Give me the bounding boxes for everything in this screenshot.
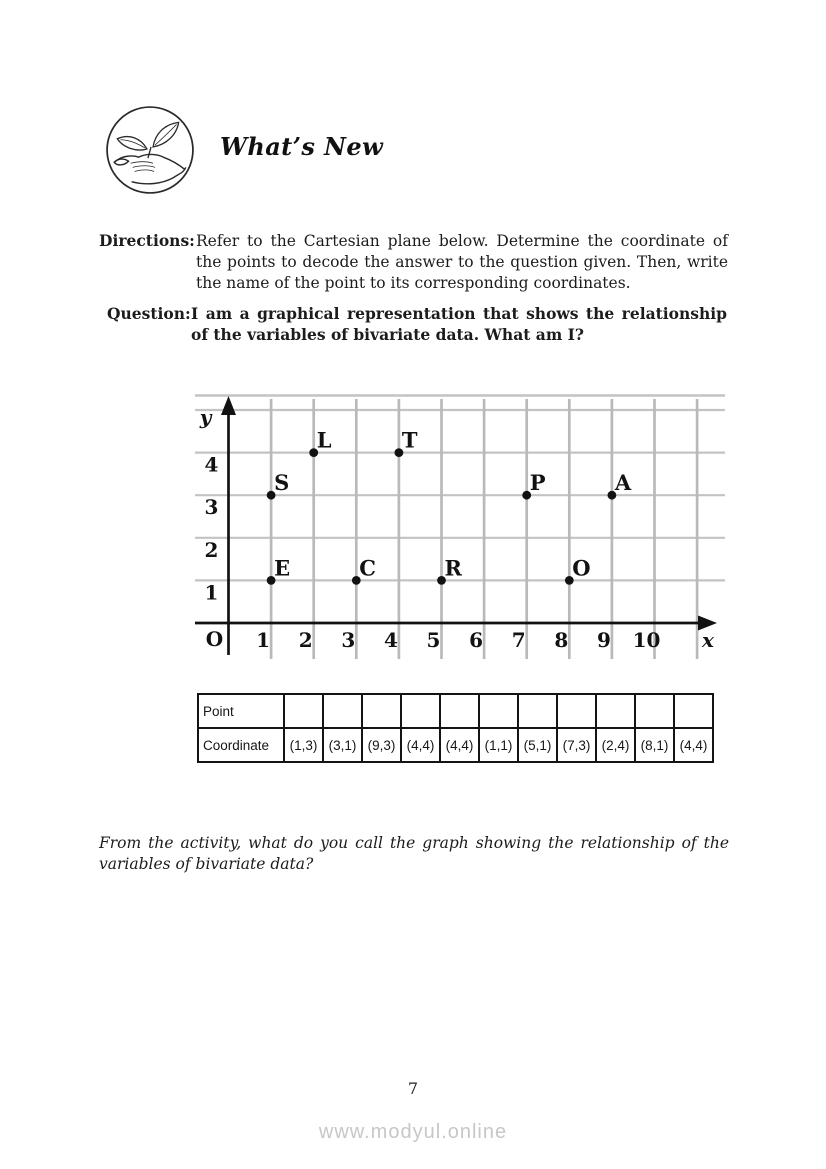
x-axis-label: x [702, 628, 714, 652]
point-label-O: O [572, 555, 591, 581]
x-tick-label-5: 5 [426, 628, 441, 652]
point-cell-7 [518, 694, 557, 728]
directions-text: Refer to the Cartesian plane below. Determine the coordinate of the points to decode the answer to the question given. Then, write the name of the point to its corresponding coordinates. [196, 232, 728, 292]
cartesian-plane-figure [195, 393, 725, 663]
page-title: What’s New [220, 132, 384, 161]
y-tick-label-1: 1 [204, 580, 219, 605]
x-tick-label-10: 10 [632, 628, 661, 652]
x-tick-label-4: 4 [383, 628, 398, 652]
point-label-E: E [274, 555, 291, 581]
point-label-R: R [444, 555, 462, 581]
directions-block [99, 231, 728, 293]
point-cell-4 [401, 694, 440, 728]
coordinate-cell-5: (4,4) [440, 728, 479, 762]
x-tick-label-8: 8 [554, 628, 569, 652]
coordinate-cell-8: (7,3) [557, 728, 596, 762]
coordinate-cell-7: (5,1) [518, 728, 557, 762]
point-label-P: P [529, 470, 546, 496]
x-tick-label-6: 6 [469, 628, 484, 652]
coordinate-cell-10: (8,1) [635, 728, 674, 762]
cartesian-plane [195, 393, 725, 663]
point-cell-11 [674, 694, 713, 728]
point-cell-10 [635, 694, 674, 728]
y-tick-label-3: 3 [204, 495, 219, 520]
point-cell-8 [557, 694, 596, 728]
question-text: I am a graphical representation that shows the relationship of the variables of bivariate data. What am I? [191, 304, 727, 344]
point-label-T: T [401, 427, 418, 453]
watermark: www.modyul.online [318, 1121, 508, 1143]
followup-question: From the activity, what do you call the graph showing the relationship of the variables of bivariate data? [99, 834, 729, 873]
coordinate-cell-11: (4,4) [674, 728, 713, 762]
point-cell-3 [362, 694, 401, 728]
y-tick-label-4: 4 [204, 452, 219, 477]
origin-label: O [205, 627, 224, 651]
y-axis-label: y [199, 405, 212, 429]
coordinate-row-header: Coordinate [198, 728, 284, 762]
coordinate-cell-4: (4,4) [401, 728, 440, 762]
seedling-icon [117, 122, 178, 158]
point-cell-5 [440, 694, 479, 728]
x-tick-label-3: 3 [341, 628, 356, 652]
point-cell-2 [323, 694, 362, 728]
point-label-A: A [614, 470, 632, 496]
x-tick-label-7: 7 [511, 628, 526, 652]
x-tick-label-1: 1 [256, 628, 271, 652]
point-cell-9 [596, 694, 635, 728]
point-cell-1 [284, 694, 323, 728]
hand-seedling-logo [104, 104, 196, 196]
point-row [198, 694, 713, 728]
coordinate-cell-2: (3,1) [323, 728, 362, 762]
question-label: Question: [107, 304, 191, 323]
page-number: 7 [407, 1079, 419, 1098]
y-axis-arrow [221, 396, 236, 415]
point-cell-6 [479, 694, 518, 728]
point-label-L: L [316, 427, 332, 453]
coordinate-cell-3: (9,3) [362, 728, 401, 762]
y-tick-label-2: 2 [204, 537, 219, 562]
x-tick-label-9: 9 [596, 628, 611, 652]
question-block [107, 304, 727, 346]
point-row-header: Point [198, 694, 284, 728]
point-label-C: C [359, 555, 377, 581]
coordinate-cell-1: (1,3) [284, 728, 323, 762]
point-label-S: S [274, 470, 290, 496]
x-tick-label-2: 2 [298, 628, 313, 652]
coordinate-row [198, 728, 713, 762]
decode-table [197, 693, 714, 763]
coordinate-cell-6: (1,1) [479, 728, 518, 762]
coordinate-cell-9: (2,4) [596, 728, 635, 762]
decode-table-wrap [197, 693, 714, 763]
directions-label: Directions: [99, 231, 195, 250]
hand-icon [114, 154, 186, 183]
